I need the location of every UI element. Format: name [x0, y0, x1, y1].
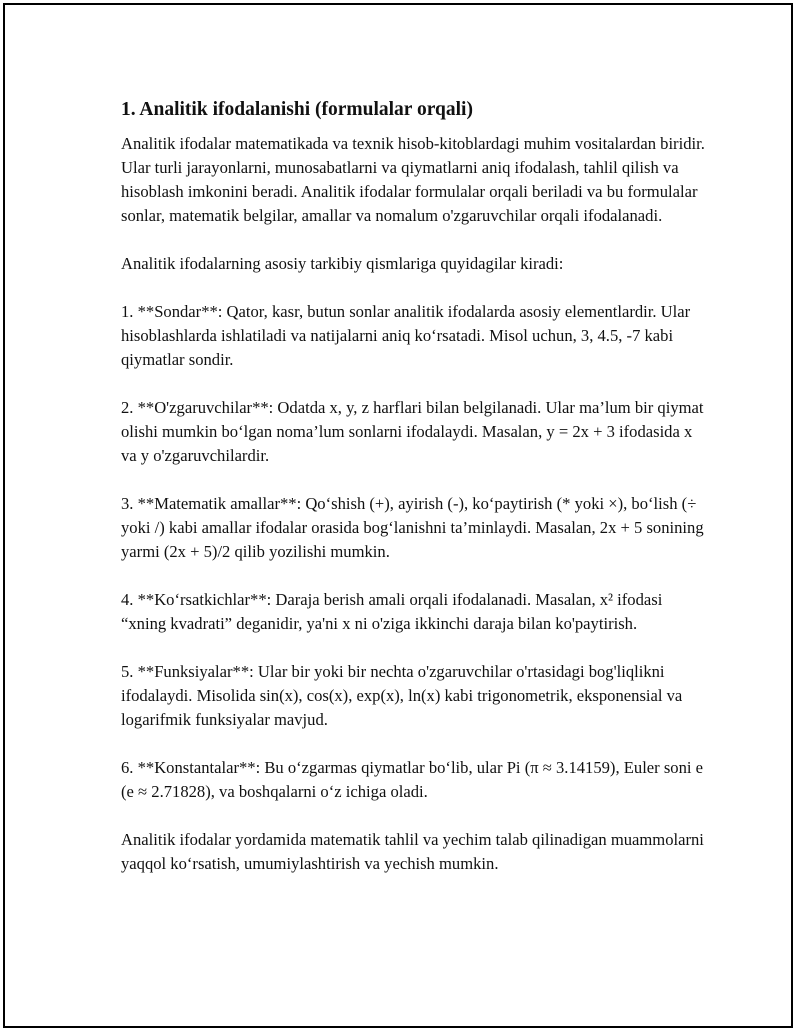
intro-paragraph: Analitik ifodalar matematikada va texnik hisob-kitoblardagi muhim vositalardan biridir. Ular turli jarayonlarni, munosabatlarni va qiymatlarni aniq ifodalash, tahlil qilish va hisoblash imkonini beradi. Analitik ifodalar formulalar orqali beriladi va bu formulalar sonlar, matematik belgilar, amallar va nomalum o'zgaruvchilar orqali ifodalanadi.: [121, 134, 705, 225]
components-intro-paragraph: Analitik ifodalarning asosiy tarkibiy qismlariga quyidagilar kiradi:: [121, 254, 564, 273]
document-body: [121, 97, 711, 876]
page-frame: [3, 3, 793, 1028]
list-item-variables: 2. **O'zgaruvchilar**: Odatda x, y, z harflari bilan belgilanadi. Ular ma’lum bir qiymat olishi mumkin bo‘lgan noma’lum sonlarni ifodalaydi. Masalan, y = 2x + 3 ifodasida x va y o'zgaruvchilardir.: [121, 398, 704, 465]
list-item-functions: 5. **Funksiyalar**: Ular bir yoki bir nechta o'zgaruvchilar o'rtasidagi bog'liqlikni ifodalaydi. Misolida sin(x), cos(x), exp(x), ln(x) kabi trigonometrik, eksponensial va logarifmik funksiyalar mavjud.: [121, 662, 683, 729]
conclusion-paragraph: Analitik ifodalar yordamida matematik tahlil va yechim talab qilinadigan muammolarni yaqqol ko‘rsatish, umumiylashtirish va yechish mumkin.: [121, 830, 704, 873]
document-title: 1. Analitik ifodalanishi (formulalar orqali): [121, 99, 473, 120]
list-item-operations: 3. **Matematik amallar**: Qo‘shish (+), ayirish (-), ko‘paytirish (* yoki ×), bo‘lish (÷ yoki /) kabi amallar ifodalar orasida bog‘lanishni ta’minlaydi. Masalan, 2x + 5 sonining yarmi (2x + 5)/2 qilib yozilishi mumkin.: [121, 494, 704, 561]
list-item-numbers: 1. **Sondar**: Qator, kasr, butun sonlar analitik ifodalarda asosiy elementlardir. Ular hisoblashlarda ishlatiladi va natijalarni aniq ko‘rsatadi. Misol uchun, 3, 4.5, -7 kabi qiymatlar sondir.: [121, 302, 691, 369]
list-item-constants: 6. **Konstantalar**: Bu o‘zgarmas qiymatlar bo‘lib, ular Pi (π ≈ 3.14159), Euler soni e (e ≈ 2.71828), va boshqalarni o‘z ichiga oladi.: [121, 758, 704, 801]
list-item-exponents: 4. **Ko‘rsatkichlar**: Daraja berish amali orqali ifodalanadi. Masalan, x² ifodasi “xning kvadrati” deganidir, ya'ni x ni o'ziga ikkinchi daraja bilan ko'paytirish.: [121, 590, 663, 633]
